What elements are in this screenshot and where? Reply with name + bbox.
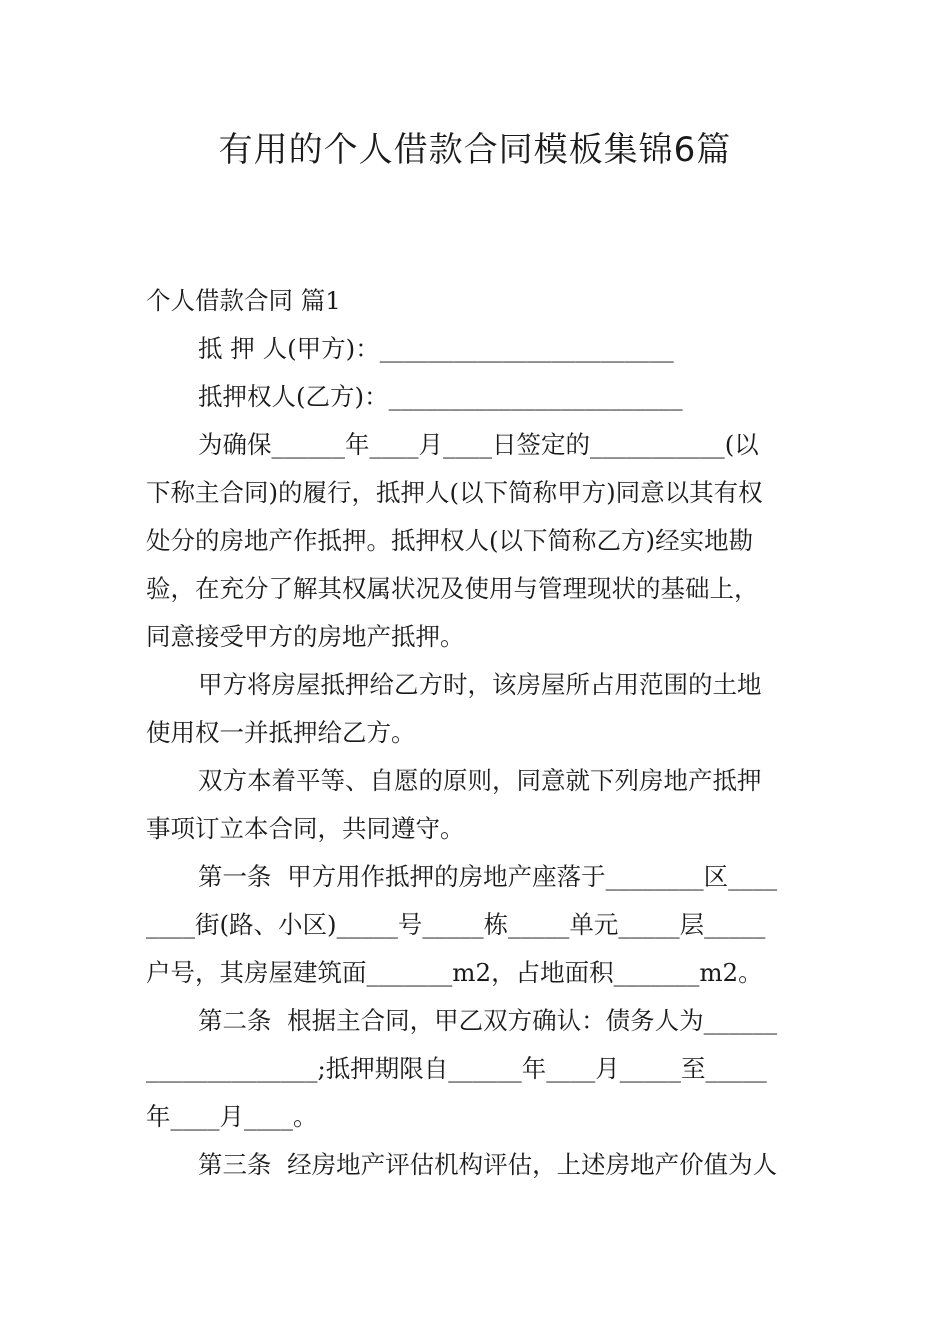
text-line: 事项订立本合同，共同遵守。 [146,814,465,843]
text-line: ______________;抵押期限自______年____月_____至_____ [146,1054,767,1083]
text-line: 户号，其房屋建筑面_______m2，占地面积_______m2。 [146,958,763,987]
document-title: 有用的个人借款合同模板集锦6篇 [218,130,732,170]
text-line: 双方本着平等、自愿的原则，同意就下列房地产抵押 [198,766,762,795]
land-use-paragraph [146,661,808,757]
section-heading: 个人借款合同 篇1 [146,286,341,315]
text-line: 使用权一并抵押给乙方。 [146,718,416,747]
text-line: 抵 押 人(甲方)：________________________ [198,334,674,363]
text-line: 甲方将房屋抵押给乙方时，该房屋所占用范围的土地 [198,670,762,699]
article-3-paragraph [146,1141,808,1189]
text-line: 第三条 经房地产评估机构评估，上述房地产价值为人 [198,1150,778,1179]
text-line: 验，在充分了解其权属状况及使用与管理现状的基础上， [146,574,759,603]
document-body [146,277,808,1189]
purpose-paragraph [146,421,808,661]
text-line: 抵押权人(乙方)：________________________ [198,382,683,411]
text-line: 下称主合同)的履行，抵押人(以下简称甲方)同意以其有权 [146,478,763,507]
text-line: 第一条 甲方用作抵押的房地产座落于________区____ [198,862,778,891]
text-line: 同意接受甲方的房地产抵押。 [146,622,465,651]
mortgagee-line [146,373,808,421]
text-line: 为确保______年____月____日签定的___________(以 [198,430,759,459]
text-line: ____街(路、小区)_____号_____栋_____单元_____层_____ [146,910,766,939]
text-line: 处分的房地产作抵押。抵押权人(以下简称乙方)经实地勘 [146,526,754,555]
mortgagor-line [146,325,808,373]
article-2-paragraph [146,997,808,1141]
principle-paragraph [146,757,808,853]
article-1-paragraph [146,853,808,997]
text-line: 第二条 根据主合同，甲乙双方确认：债务人为______ [198,1006,778,1035]
text-line: 年____月____。 [146,1102,318,1131]
